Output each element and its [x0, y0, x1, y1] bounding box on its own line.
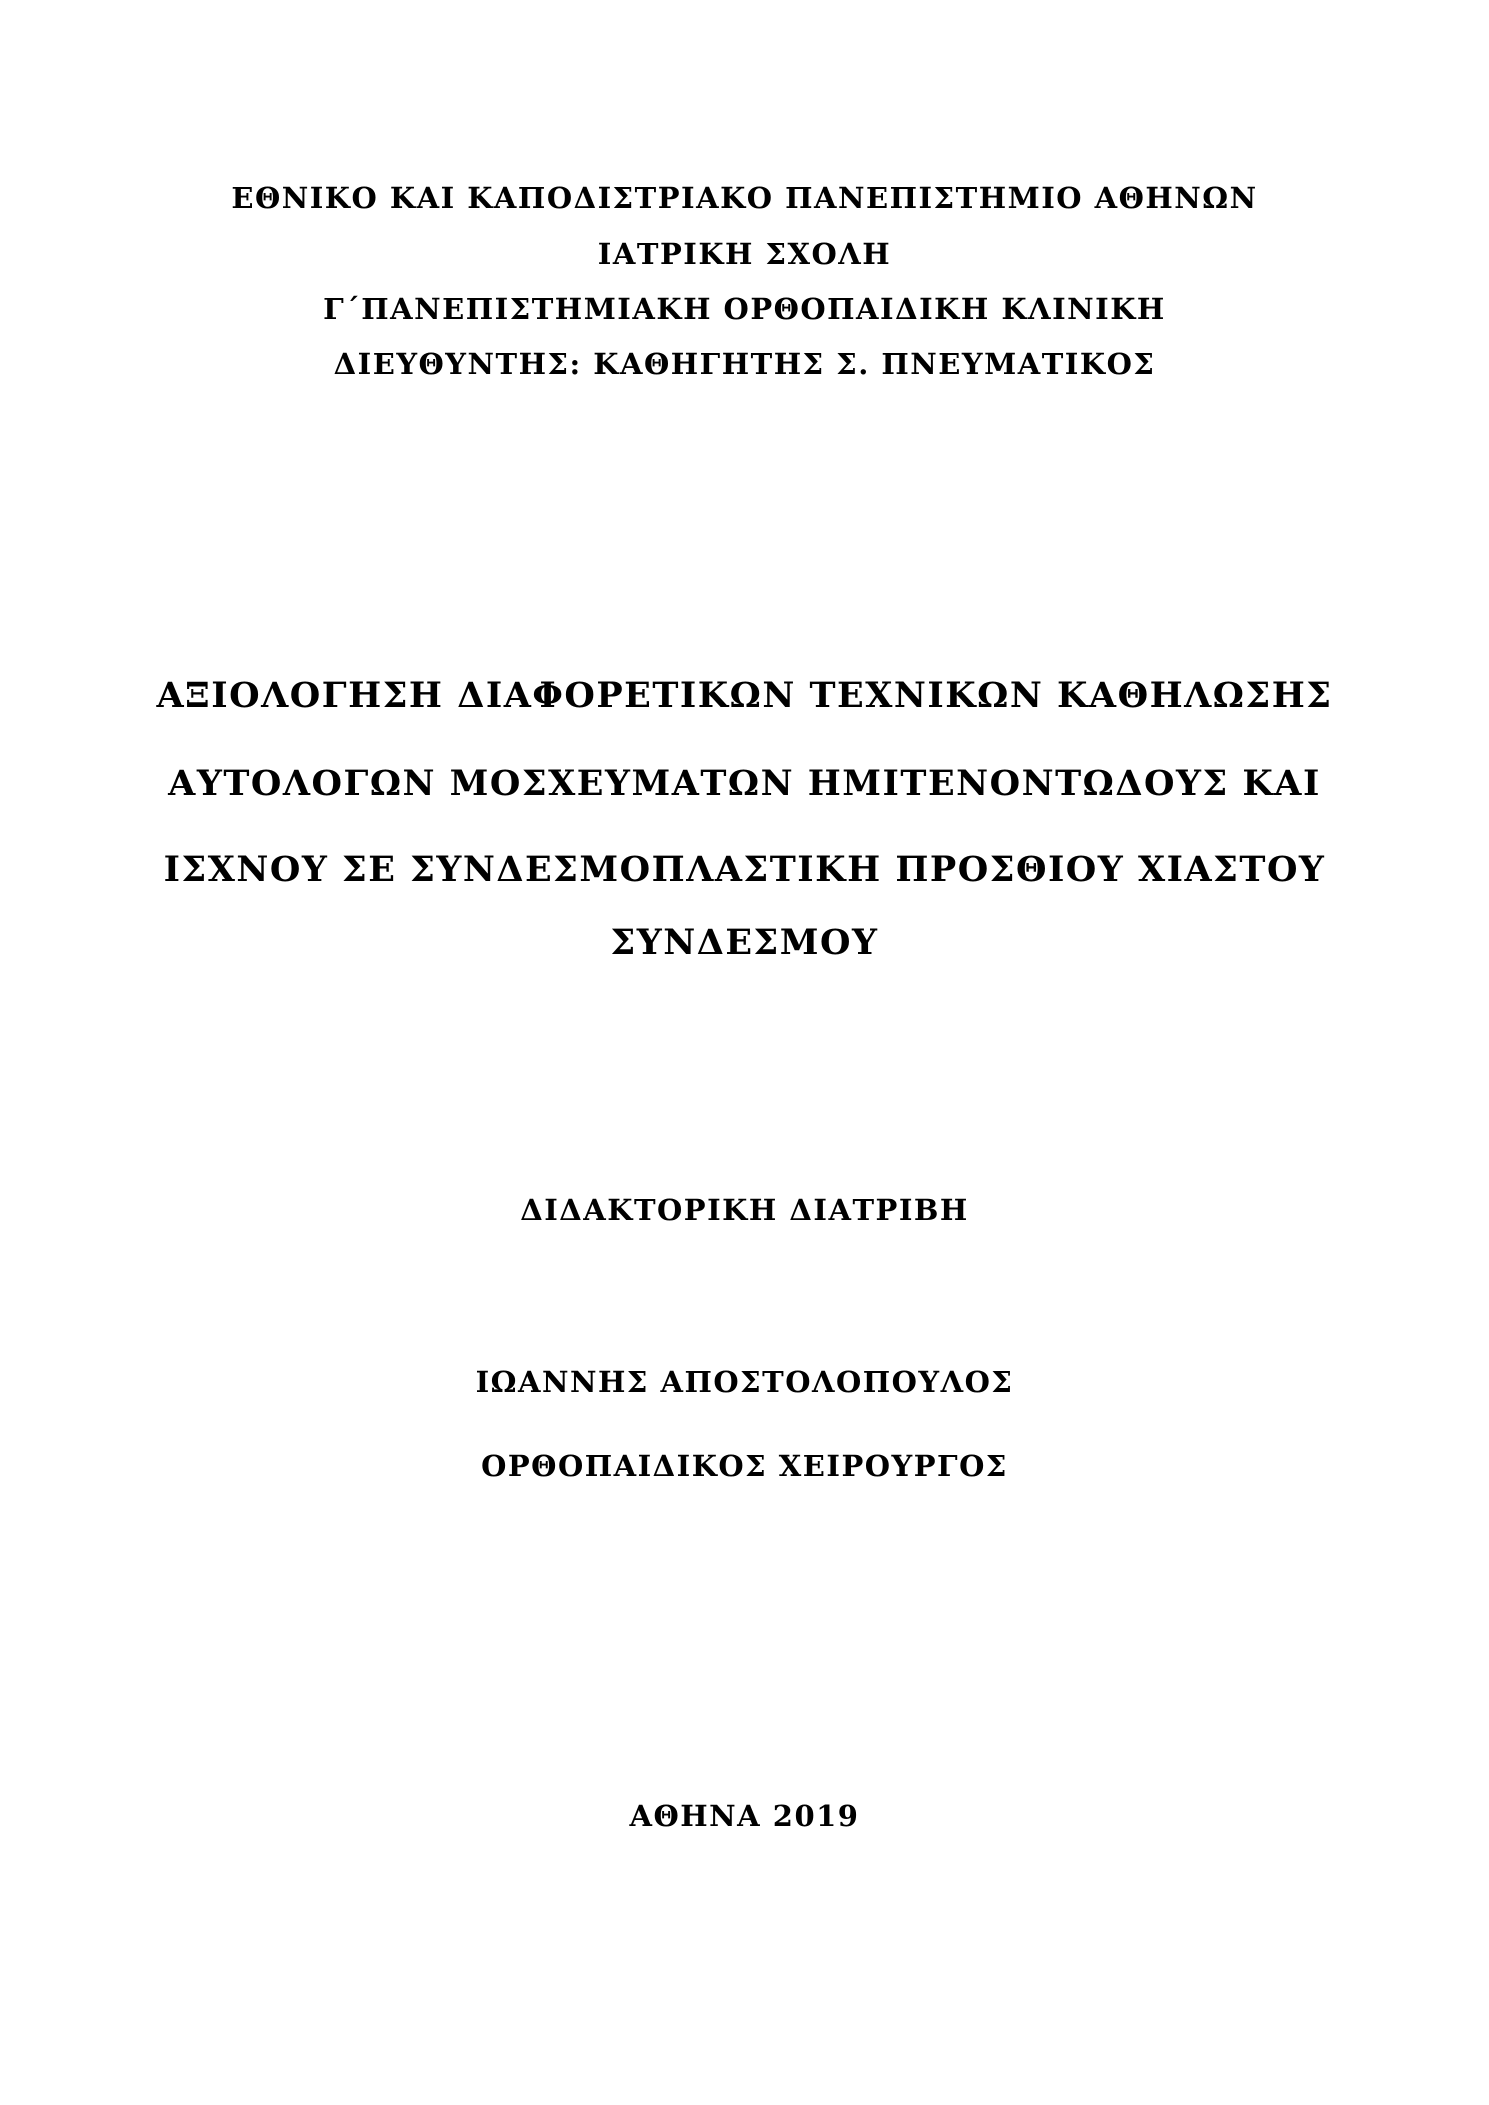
school-name: ΙΑΤΡΙΚΗ ΣΧΟΛΗ — [597, 237, 892, 271]
director-line: ΔΙΕΥΘΥΝΤΗΣ: ΚΑΘΗΓΗΤΗΣ Σ. ΠΝΕΥΜΑΤΙΚΟΣ — [333, 347, 1156, 381]
university-name: ΕΘΝΙΚΟ ΚΑΙ ΚΑΠΟΔΙΣΤΡΙΑΚΟ ΠΑΝΕΠΙΣΤΗΜΙΟ ΑΘΗΝΩΝ — [231, 181, 1258, 215]
thesis-title-line-2: ΑΥΤΟΛΟΓΩΝ ΜΟΣΧΕΥΜΑΤΩΝ ΗΜΙΤΕΝΟΝΤΩΔΟΥΣ ΚΑΙ — [168, 763, 1321, 804]
thesis-title-line-4: ΣΥΝΔΕΣΜΟΥ — [610, 922, 879, 963]
author-title: ΟΡΘΟΠΑΙΔΙΚΟΣ ΧΕΙΡΟΥΡΓΟΣ — [481, 1449, 1008, 1483]
thesis-title-line-1: ΑΞΙΟΛΟΓΗΣΗ ΔΙΑΦΟΡΕΤΙΚΩΝ ΤΕΧΝΙΚΩΝ ΚΑΘΗΛΩΣΗΣ — [156, 675, 1333, 716]
clinic-name: Γ΄ΠΑΝΕΠΙΣΤΗΜΙΑΚΗ ΟΡΘΟΠΑΙΔΙΚΗ ΚΛΙΝΙΚΗ — [323, 292, 1166, 326]
place-year: ΑΘΗΝΑ 2019 — [629, 1799, 860, 1833]
author-name: ΙΩΑΝΝΗΣ ΑΠΟΣΤΟΛΟΠΟΥΛΟΣ — [475, 1365, 1014, 1399]
thesis-type: ΔΙΔΑΚΤΟΡΙΚΗ ΔΙΑΤΡΙΒΗ — [520, 1193, 969, 1227]
thesis-title-line-3: ΙΣΧΝΟΥ ΣΕ ΣΥΝΔΕΣΜΟΠΛΑΣΤΙΚΗ ΠΡΟΣΘΙΟΥ ΧΙΑΣΤΟΥ — [163, 849, 1326, 890]
